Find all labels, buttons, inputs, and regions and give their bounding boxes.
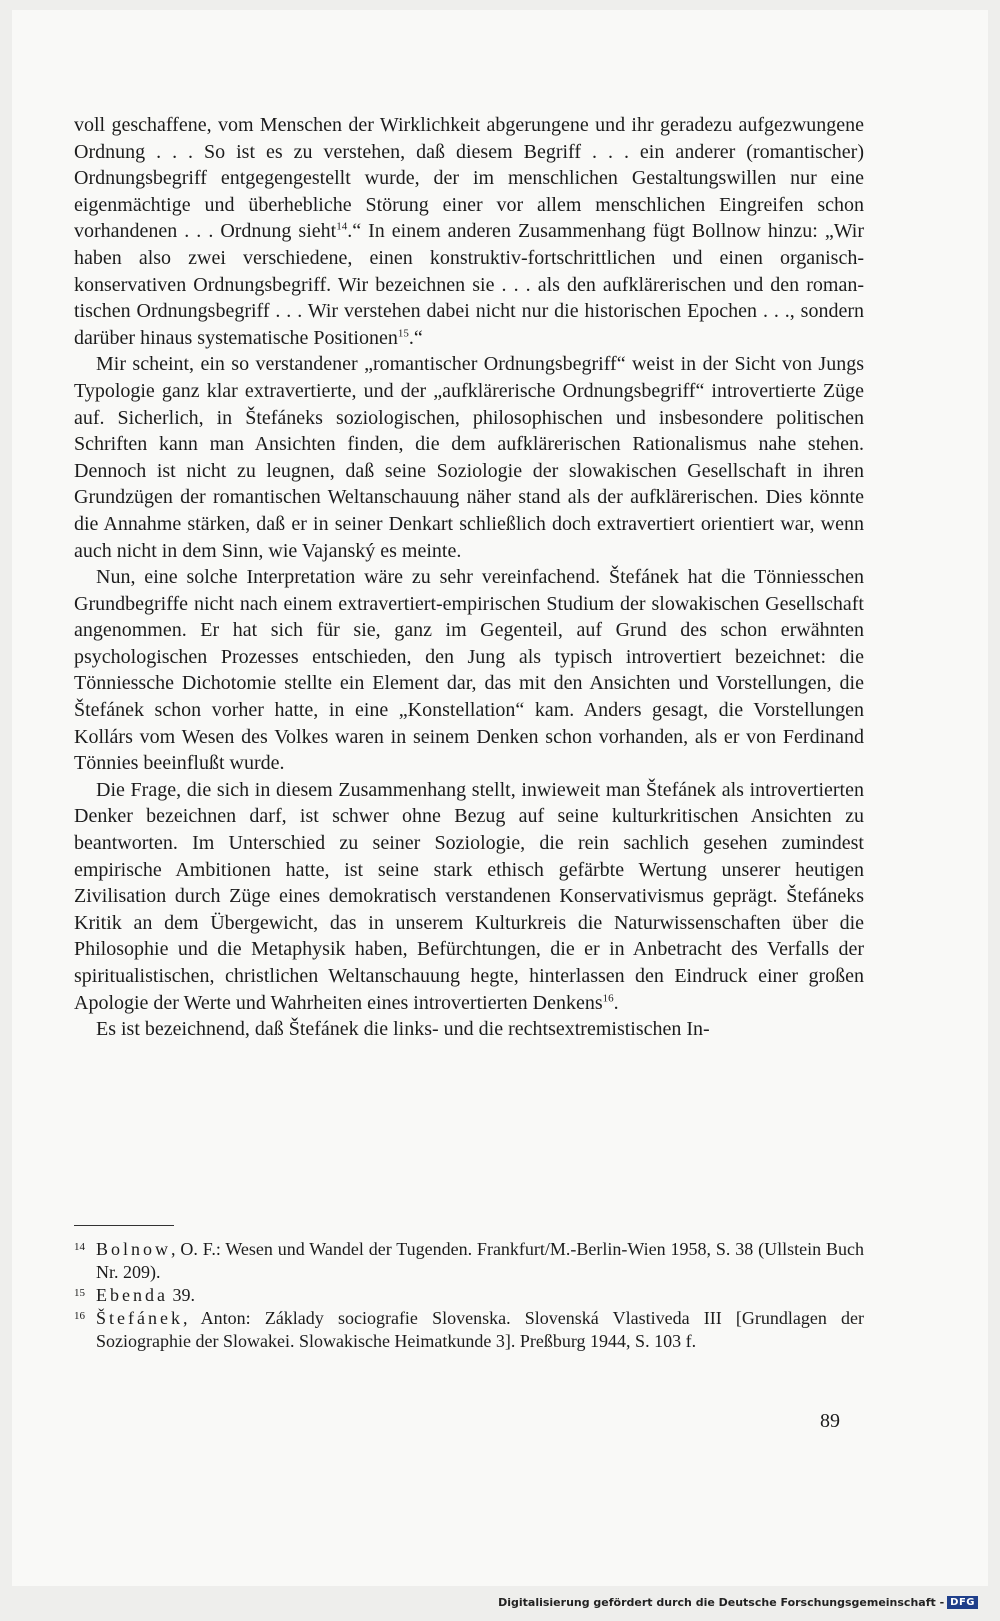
- footnote-ref-14: 14: [336, 220, 348, 233]
- funding-notice: [498, 1596, 978, 1609]
- footnote-separator: [74, 1225, 174, 1226]
- footnote-author: Ebenda: [96, 1285, 168, 1305]
- footnote-ref-15: 15: [397, 327, 409, 340]
- paragraph-3: Nun, eine solche Interpretation wäre zu sehr vereinfachend. Štefánek hat die Tönniesschen Grundbegriffe nicht nach einem extravertiert-empirischen Studium der slowakischen Gesellschaft angenommen. Er hat sich für sie, ganz im Gegenteil, auf Grund des schon erwähnten psychologischen Prozesses entschieden, den Jung als typisch introvertiert bezeichnet: die Tönniessche Dichotomie stellte ein Element dar, das mit den Ansichten und Vorstellungen, die Štefánek schon vorher hatte, in eine „Konstellation“ kam. Anders gesagt, die Vorstellungen Kollárs vom Wesen des Volkes waren in seinem Denken schon vorhanden, als er von Ferdinand Tönnies beeinflußt wurde.: [74, 566, 864, 775]
- funding-text: Digitalisierung gefördert durch die Deutsche Forschungsgemeinschaft -: [498, 1596, 945, 1609]
- paragraph-5: Es ist bezeichnend, daß Štefánek die links- und die rechtsextremistischen In-: [96, 1018, 710, 1041]
- footnote-16: [74, 1307, 864, 1353]
- paragraph-1: voll geschaffene, vom Menschen der Wirklichkeit abgerungene und ihr geradezu aufgezwungene Ordnung . . . So ist es zu verstehen, daß diesem Begriff . . . ein anderer (romantischer) Ordnungsbegriff entgegengestellt wurde, der im menschlichen Gestaltungswillen nur eine eigenmächtige und überhebliche Störung einer vor allem menschlichen Eingreifen schon vorhandenen . . . Ordnung sieht$^{14}$.“ In einem anderen Zusammenhang fügt Bollnow hinzu: „Wir haben also zwei verschiedene, einen konstruktiv-fortschrittlichen und einen organisch-konservativen Ordnungsbegriff. Wir bezeichnen sie . . . als den aufklärerischen und den romantischen Ordnungsbegriff . . . Wir verstehen dabei nicht nur die historischen Epochen . . ., sondern darüber hinaus systematische Positionen$^{15}$.“: [74, 114, 864, 349]
- footnote-ref-16: 16: [602, 991, 614, 1004]
- paragraph-2: Mir scheint, ein so verstandener „romantischer Ordnungsbegriff“ weist in der Sicht von Jungs Typologie ganz klar extravertierte, und der „aufklärerische Ordnungsbegriff“ introvertierte Züge auf. Sicherlich, in Štefáneks soziologischen, philosophischen und insbesondere politischen Schriften kann man Ansichten finden, die dem aufklärerischen Rationalismus nahe stehen. Dennoch ist nicht zu leugnen, daß seine Soziologie der slowakischen Gesellschaft in ihren Grundzügen der romantischen Weltanschauung näher stand als der aufklärerischen. Dies könnte die Annahme stärken, daß er in seiner Denkart schließlich doch extravertiert orientiert war, wenn auch nicht in dem Sinn, wie Vajanský es meinte.: [74, 353, 864, 562]
- footnote-number: 16: [74, 1310, 85, 1322]
- footnote-text: , Anton: Základy sociografie Slovenska. Slovenská Vlastiveda III [Grundlagen der Soziographie der Slowakei. Slowakische Heimatkunde 3]. Preßburg 1944, S. 103 f.: [96, 1308, 864, 1351]
- footnote-text: , O. F.: Wesen und Wandel der Tugenden. Frankfurt/M.-Berlin-Wien 1958, S. 38 (Ullstein Buch Nr. 209).: [96, 1239, 864, 1282]
- footnote-15: [74, 1284, 864, 1307]
- footnote-text: 39.: [167, 1285, 195, 1305]
- page-number: 89: [820, 1410, 840, 1432]
- footnote-14: [74, 1238, 864, 1284]
- body-text: [74, 112, 864, 1043]
- footnotes: [74, 1238, 864, 1353]
- footnote-number: 14: [74, 1241, 85, 1253]
- dfg-logo: DFG: [947, 1596, 978, 1609]
- footnote-author: Štefánek: [96, 1308, 183, 1328]
- footnote-author: Bolnow: [96, 1239, 172, 1259]
- footnote-number: 15: [74, 1287, 85, 1299]
- paragraph-4: Die Frage, die sich in diesem Zusammenhang stellt, inwieweit man Štefánek als introvertierten Denker bezeichnen darf, ist schwer ohne Bezug auf seine kulturkritischen Ansichten zu beantworten. Im Unterschied zu seiner Soziologie, die rein sachlich gesehen zumindest empirische Ambitionen hatte, ist seine stark ethisch gefärbte Wertung unserer heutigen Zivilisation durch Züge eines demokratisch verstandenen Konservativismus geprägt. Štefáneks Kritik an dem Übergewicht, das in unserem Kulturkreis die Naturwissenschaften über die Philosophie und die Metaphysik haben, Befürchtungen, die er in Anbetracht des Verfalls der spiritualistischen, christlichen Weltanschauung hegte, hinterlassen den Eindruck einer großen Apologie der Werte und Wahrheiten eines introvertierten Denkens$^{16}$.: [74, 778, 864, 1014]
